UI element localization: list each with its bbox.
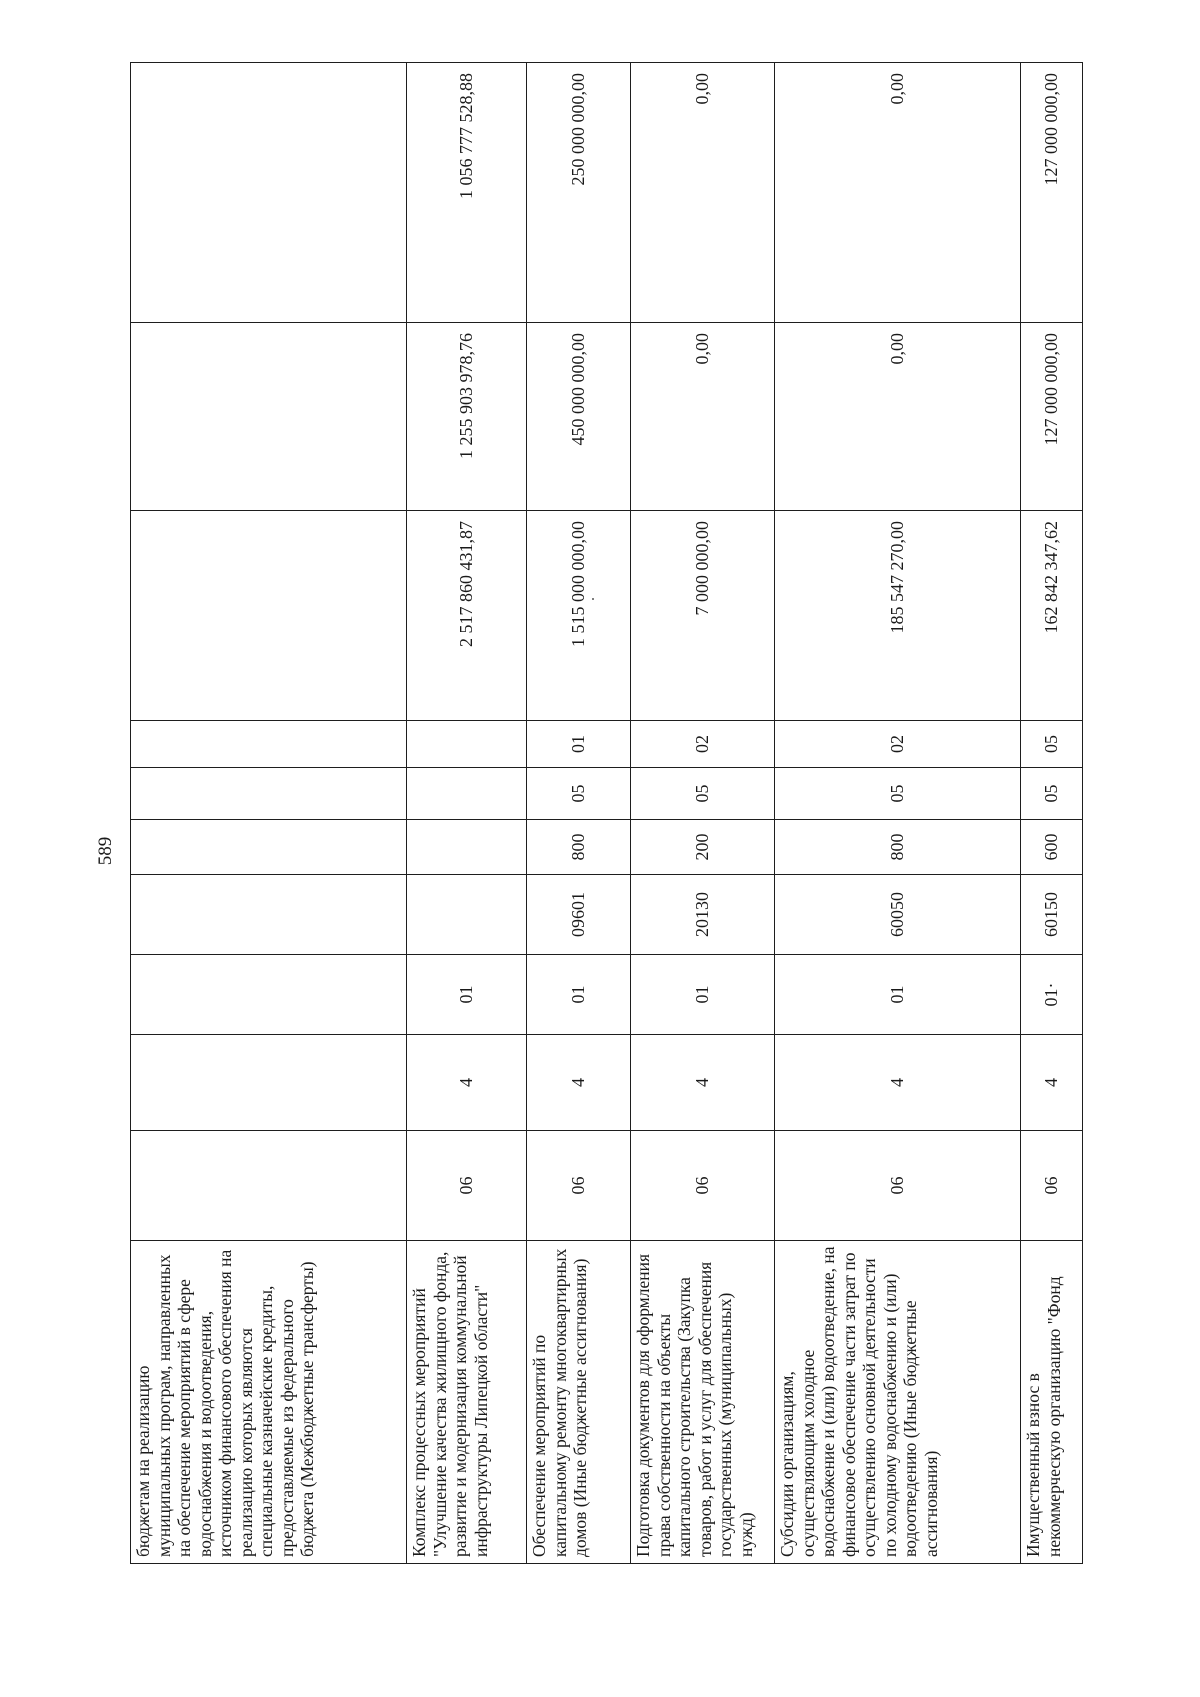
code-cell bbox=[131, 875, 407, 955]
code-cell bbox=[407, 820, 527, 875]
code-cell: 4 bbox=[527, 1035, 631, 1131]
amount-cell: 1 056 777 528,88 bbox=[407, 63, 527, 323]
amount-cell: 0,00 bbox=[775, 323, 1021, 511]
amount-cell: 7 000 000,00 bbox=[631, 511, 775, 721]
code-cell bbox=[131, 1035, 407, 1131]
code-cell: 06 bbox=[527, 1131, 631, 1241]
code-cell: 05 bbox=[1021, 721, 1083, 768]
rotated-table-wrapper bbox=[130, 63, 1082, 1564]
code-cell: 05 bbox=[527, 768, 631, 820]
amount-cell: 250 000 000,00 bbox=[527, 63, 631, 323]
amount-cell: 0,00 bbox=[631, 323, 775, 511]
row-name: бюджетам на реализацию муниципальных програм, направленных на обеспечение мероприятий в сфере водоснабжения и водоотведения, источником финансового обеспечения на реализацию которых являются специальные казначейские кредиты, предоставляемые из федерального бюджета (Межбюджетные трансферты) bbox=[131, 1241, 407, 1564]
code-cell: 06 bbox=[631, 1131, 775, 1241]
row-name: Обеспечение мероприятий по капитальному ремонту многоквартирных домов (Иные бюджетные ассигнования) bbox=[527, 1241, 631, 1564]
page-number: 589 bbox=[95, 836, 116, 866]
amount-cell bbox=[131, 63, 407, 323]
code-cell: 4 bbox=[631, 1035, 775, 1131]
code-cell: 06 bbox=[407, 1131, 527, 1241]
code-cell bbox=[131, 721, 407, 768]
code-cell: 06 bbox=[775, 1131, 1021, 1241]
amount-cell: 1 255 903 978,76 bbox=[407, 323, 527, 511]
code-cell bbox=[131, 768, 407, 820]
code-cell bbox=[131, 1131, 407, 1241]
code-cell bbox=[131, 955, 407, 1035]
row-name: Подготовка документов для оформления права собственности на объекты капитального строительства (Закупка товаров, работ и услуг для обеспечения государственных (муниципальных) нужд) bbox=[631, 1241, 775, 1564]
row-name: Комплекс процессных мероприятий "Улучшение качества жилищного фонда, развитие и модернизация коммунальной инфраструктуры Липецкой области" bbox=[407, 1241, 527, 1564]
code-cell: 02 bbox=[631, 721, 775, 768]
code-cell: 01 bbox=[527, 955, 631, 1035]
table-row bbox=[1021, 63, 1083, 1564]
amount-cell: 162 842 347,62 bbox=[1021, 511, 1083, 721]
row-name: Имущественный взнос в некоммерческую организацию "Фонд bbox=[1021, 1241, 1083, 1564]
amount-cell bbox=[131, 511, 407, 721]
code-cell: 05 bbox=[1021, 768, 1083, 820]
table-row bbox=[527, 63, 631, 1564]
code-cell bbox=[407, 768, 527, 820]
amount-cell: 450 000 000,00 bbox=[527, 323, 631, 511]
code-cell: 05 bbox=[631, 768, 775, 820]
table-row bbox=[131, 63, 407, 1564]
code-cell: 01 bbox=[407, 955, 527, 1035]
table-row bbox=[631, 63, 775, 1564]
code-cell: 800 bbox=[527, 820, 631, 875]
budget-table bbox=[130, 62, 1083, 1564]
amount-cell: 1 515 000 000,00 bbox=[527, 511, 631, 721]
code-cell: 02 bbox=[775, 721, 1021, 768]
code-cell: 600 bbox=[1021, 820, 1083, 875]
amount-cell: 0,00 bbox=[631, 63, 775, 323]
amount-cell: 0,00 bbox=[775, 63, 1021, 323]
code-cell: 800 bbox=[775, 820, 1021, 875]
amount-cell: 185 547 270,00 bbox=[775, 511, 1021, 721]
table-row bbox=[407, 63, 527, 1564]
code-cell: 60150 bbox=[1021, 875, 1083, 955]
code-cell: 06 bbox=[1021, 1131, 1083, 1241]
code-cell: 01 bbox=[775, 955, 1021, 1035]
code-cell: 01 bbox=[631, 955, 775, 1035]
code-cell: 20130 bbox=[631, 875, 775, 955]
code-cell: 4 bbox=[1021, 1035, 1083, 1131]
code-cell: 01 bbox=[527, 721, 631, 768]
amount-cell: 127 000 000,00 bbox=[1021, 323, 1083, 511]
code-cell bbox=[131, 820, 407, 875]
code-cell: 60050 bbox=[775, 875, 1021, 955]
code-cell bbox=[407, 721, 527, 768]
code-cell: 4 bbox=[775, 1035, 1021, 1131]
amount-cell: 127 000 000,00 bbox=[1021, 63, 1083, 323]
row-name: Субсидии организациям, осуществляющим холодное водоснабжение и (или) водоотведение, на финансовое обеспечение части затрат по осуществлению основной деятельности по холодному водоснабжению и (или) водоотведению (Иные бюджетные ассигнования) bbox=[775, 1241, 1021, 1564]
amount-cell: 2 517 860 431,87 bbox=[407, 511, 527, 721]
code-cell: 200 bbox=[631, 820, 775, 875]
code-cell: 09601 bbox=[527, 875, 631, 955]
table-row bbox=[775, 63, 1021, 1564]
amount-cell bbox=[131, 323, 407, 511]
code-cell: 4 bbox=[407, 1035, 527, 1131]
code-cell: 01· bbox=[1021, 955, 1083, 1035]
code-cell bbox=[407, 875, 527, 955]
code-cell: 05 bbox=[775, 768, 1021, 820]
